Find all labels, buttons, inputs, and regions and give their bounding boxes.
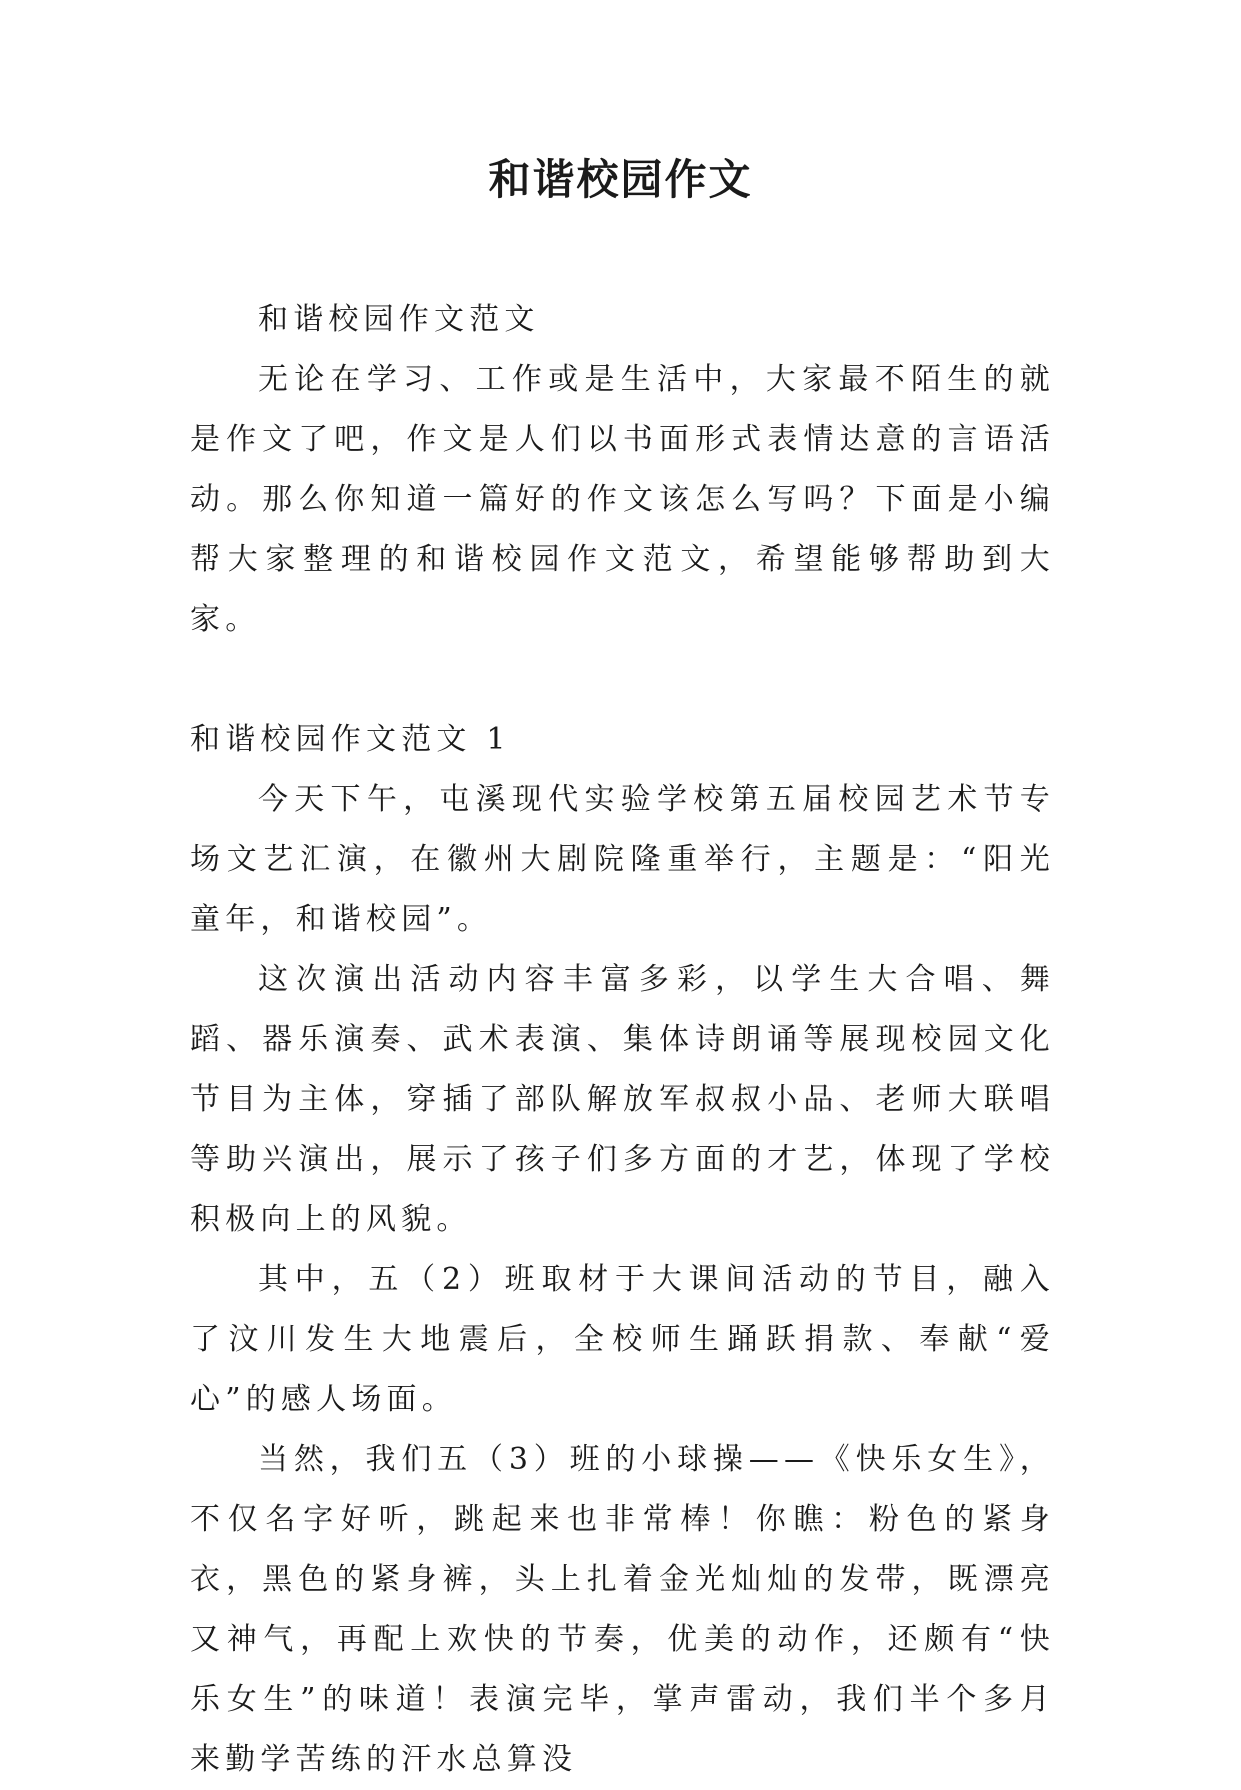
section-heading: 和谐校园作文范文 1 xyxy=(190,722,511,757)
intro-paragraph: 无论在学习、工作或是生活中，大家最不陌生的就是作文了吧，作文是人们以书面形式表情达意的言语活动。那么你知道一篇好的作文该怎么写吗？下面是小编帮大家整理的和谐校园作文范文，希望能够帮助到大家。 xyxy=(190,362,1055,637)
body-paragraph: 这次演出活动内容丰富多彩，以学生大合唱、舞蹈、器乐演奏、武术表演、集体诗朗诵等展现校园文化节目为主体，穿插了部队解放军叔叔小品、老师大联唱等助兴演出，展示了孩子们多方面的才艺，体现了学校积极向上的风貌。 xyxy=(190,962,1055,1237)
subtitle-line: 和谐校园作文范文 xyxy=(258,302,540,337)
document-title: 和谐校园作文 xyxy=(488,155,753,204)
section-spacer xyxy=(190,650,1055,710)
body-paragraph: 其中，五（2）班取材于大课间活动的节目，融入了汶川发生大地震后，全校师生踊跃捐款、奉献“爱心”的感人场面。 xyxy=(190,1262,1055,1417)
body-paragraph: 今天下午，屯溪现代实验学校第五届校园艺术节专场文艺汇演，在徽州大剧院隆重举行，主题是：“阳光童年，和谐校园”。 xyxy=(190,782,1055,937)
body-paragraph: 当然，我们五（3）班的小球操——《快乐女生》，不仅名字好听，跳起来也非常棒！你瞧：粉色的紧身衣，黑色的紧身裤，头上扎着金光灿灿的发带，既漂亮又神气，再配上欢快的节奏，优美的动作，还颇有“快乐女生”的味道！表演完毕，掌声雷动，我们半个多月来勤学苦练的汗水总算没 xyxy=(190,1442,1055,1777)
document-body xyxy=(190,290,1055,1790)
